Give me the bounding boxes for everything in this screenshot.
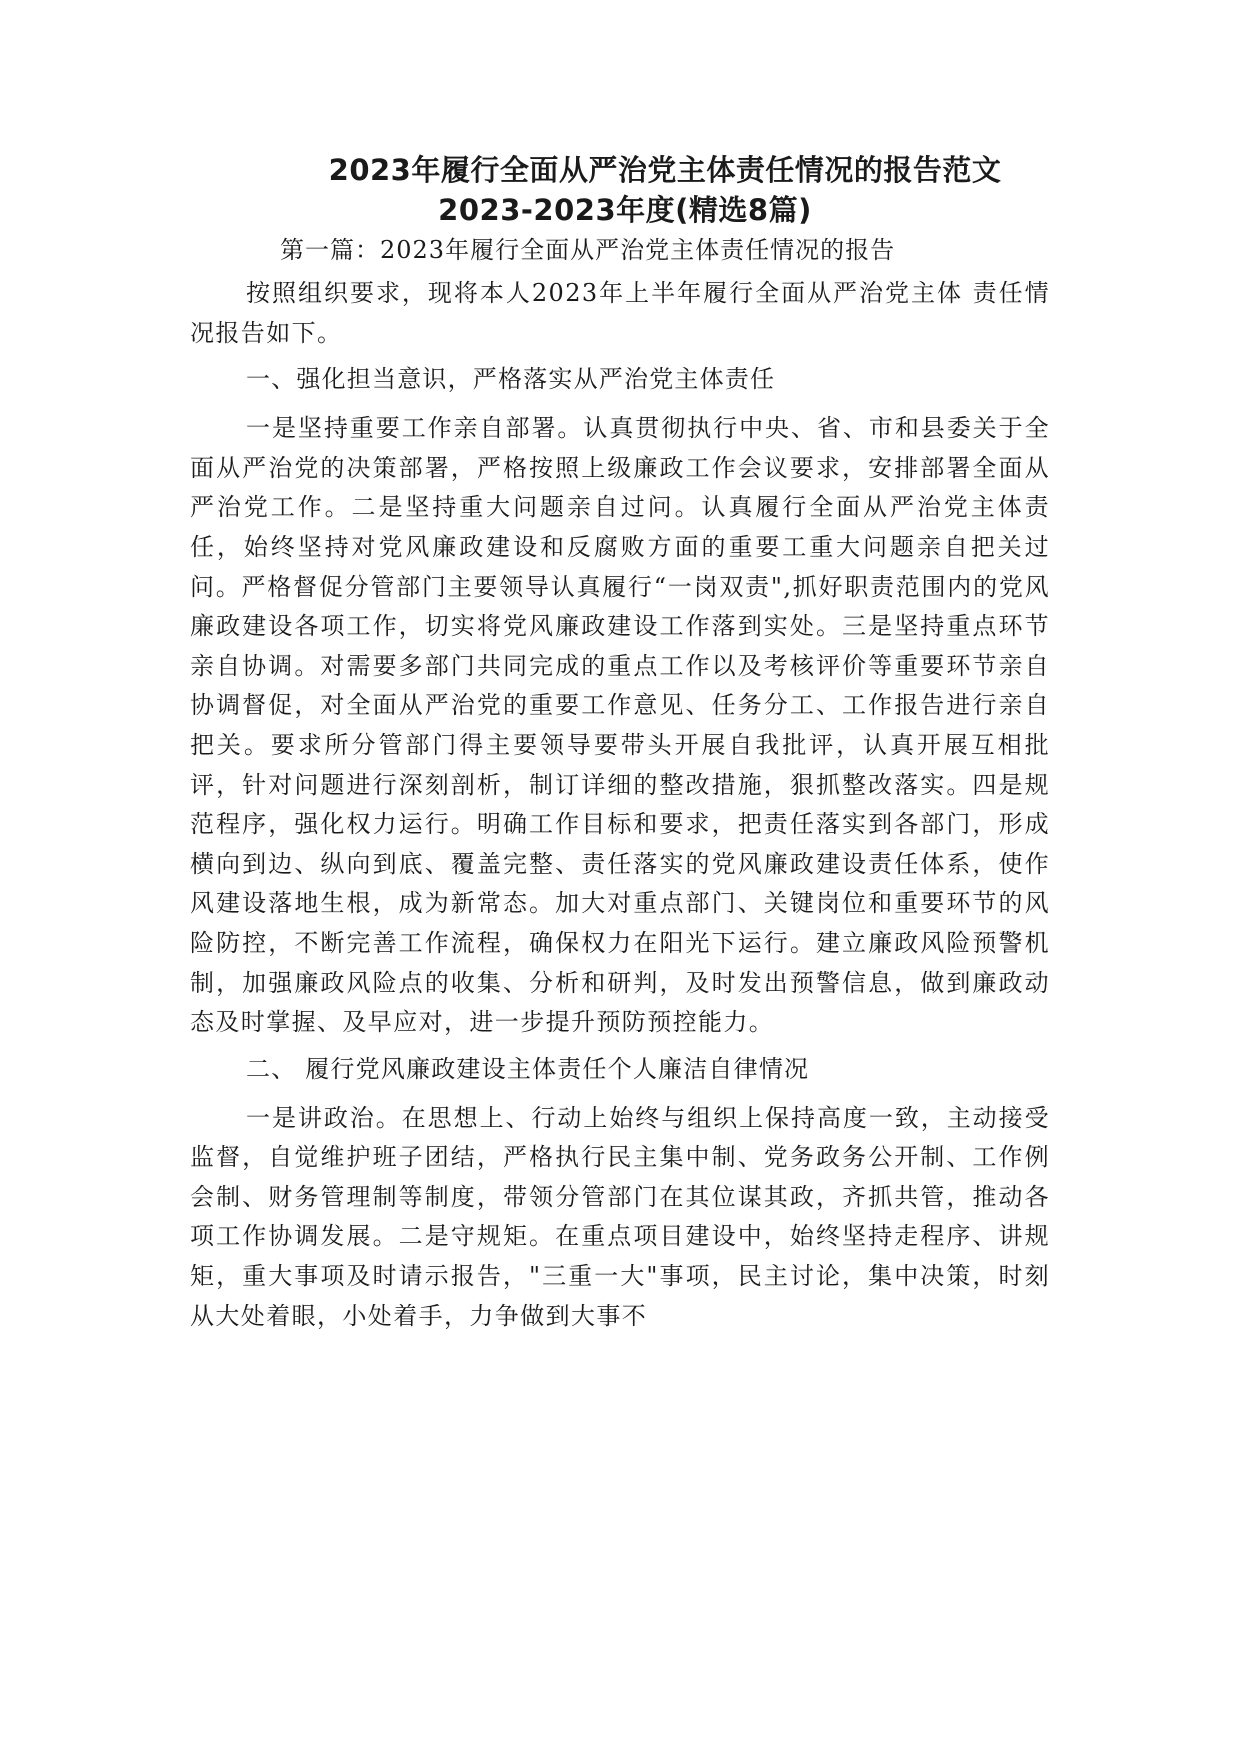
section-2-heading: 二、 履行党风廉政建设主体责任个人廉洁自律情况 — [246, 1054, 810, 1083]
section-1-paragraph: 一是坚持重要工作亲自部署。认真贯彻执行中央、省、市和县委关于全面从严治党的决策部署，严格按照上级廉政工作会议要求，安排部署全面从严治党工作。二是坚持重大问题亲自过问。认真履行全面从严治党主体责任，始终坚持对党风廉政建设和反腐败方面的重要工重大问题亲自把关过问。严格督促分管部门主要领导认真履行“一岗双责",抓好职责范围内的党风廉政建设各项工作，切实将党风廉政建设工作落到实处。三是坚持重点环节亲自协调。对需要多部门共同完成的重点工作以及考核评价等重要环节亲自协调督促，对全面从严治党的重要工作意见、任务分工、工作报告进行亲自把关。要求所分管部门得主要领导要带头开展自我批评，认真开展互相批评，针对问题进行深刻剖析，制订详细的整改措施，狠抓整改落实。四是规范程序，强化权力运行。明确工作目标和要求，把责任落实到各部门，形成横向到边、纵向到底、覆盖完整、责任落实的党风廉政建设责任体系，使作风建设落地生根，成为新常态。加大对重点部门、关键岗位和重要环节的风险防控，不断完善工作流程，确保权力在阳光下运行。建立廉政风险预警机制，加强廉政风险点的收集、分析和研判，及时发出预警信息，做到廉政动态及时掌握、及早应对，进一步提升预防预控能力。 — [190, 414, 1050, 1037]
section-1-heading: 一、强化担当意识，严格落实从严治党主体责任 — [246, 365, 776, 394]
document-page — [190, 150, 1050, 1336]
document-title-line-2: 2023-2023年度(精选8篇) — [438, 193, 812, 227]
section-2-paragraph: 一是讲政治。在思想上、行动上始终与组织上保持高度一致，主动接受监督，自觉维护班子团结，严格执行民主集中制、党务政务公开制、工作例会制、财务管理制等制度，带领分管部门在其位谋其政，齐抓共管，推动各项工作协调发展。二是守规矩。在重点项目建设中，始终坚持走程序、讲规矩，重大事项及时请示报告，"三重一大"事项，民主讨论，集中决策，时刻从大处着眼，小处着手，力争做到大事不 — [190, 1103, 1050, 1330]
intro-paragraph: 按照组织要求，现将本人2023年上半年履行全面从严治党主体 责任情况报告如下。 — [190, 279, 1050, 347]
document-title-line-1: 2023年履行全面从严治党主体责任情况的报告范文 — [328, 153, 1002, 187]
chapter-title: 第一篇：2023年履行全面从严治党主体责任情况的报告 — [280, 236, 896, 264]
